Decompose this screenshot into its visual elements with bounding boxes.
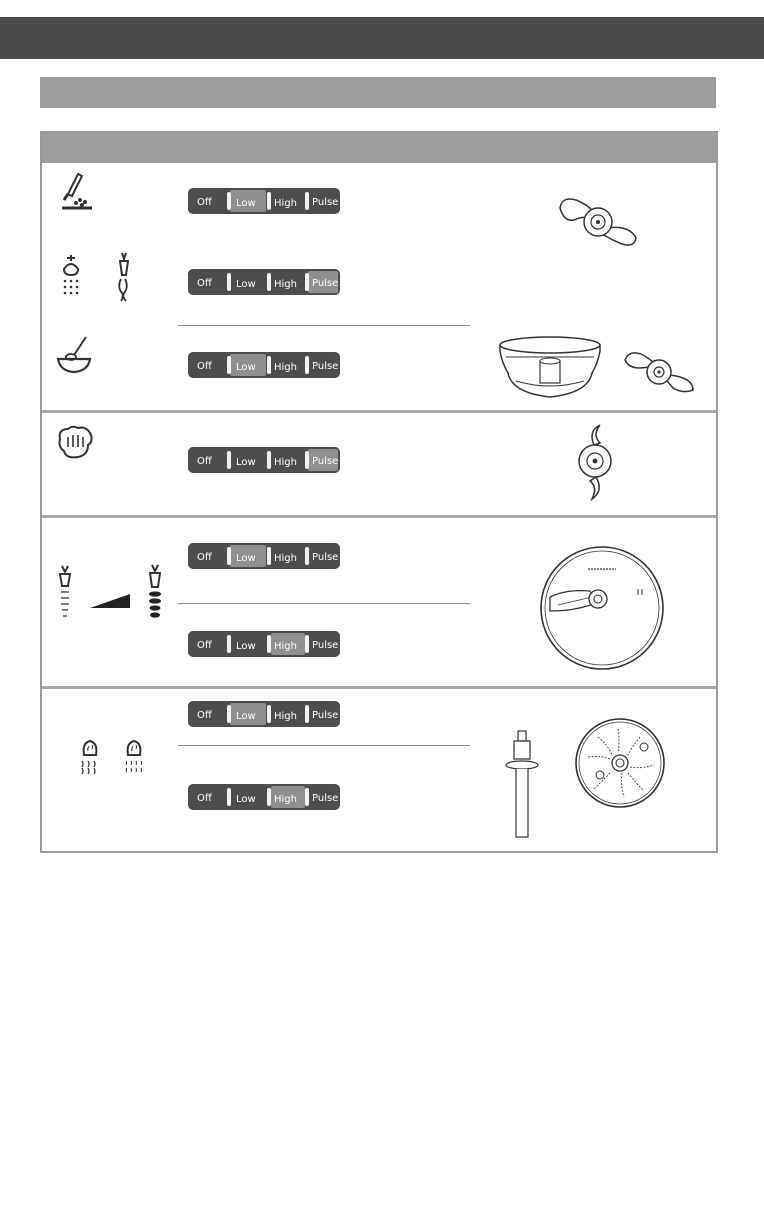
kneading-hand-icon bbox=[56, 425, 94, 461]
row-separator bbox=[42, 515, 716, 518]
speed-label-high: High bbox=[274, 362, 297, 373]
thick-slice-carrot-icon bbox=[144, 563, 166, 621]
page-header-bar bbox=[0, 17, 764, 59]
mini-blade bbox=[619, 346, 699, 396]
speed-label-low: Low bbox=[236, 457, 256, 468]
speed-label-off: Off bbox=[197, 710, 212, 721]
thin-slice-carrot-icon bbox=[54, 564, 76, 620]
speed-label-low: Low bbox=[236, 198, 256, 209]
speed-label-high: High bbox=[274, 198, 297, 209]
onion-mince-icon bbox=[56, 253, 86, 301]
speed-label-pulse: Pulse bbox=[312, 361, 339, 372]
speed-label-low: Low bbox=[236, 279, 256, 290]
mini-bowl bbox=[496, 333, 604, 407]
speed-label-pulse: Pulse bbox=[312, 793, 339, 804]
drive-adapter bbox=[504, 729, 540, 841]
speed-control-panel bbox=[187, 187, 341, 215]
thickness-wedge-icon bbox=[88, 592, 132, 610]
whisk-bowl-icon bbox=[56, 335, 92, 375]
speed-label-low: Low bbox=[236, 641, 256, 652]
speed-control-panel bbox=[187, 783, 341, 811]
speed-control-panel bbox=[187, 268, 341, 296]
row-divider bbox=[178, 325, 470, 326]
processing-guide-table bbox=[40, 131, 718, 853]
section-title-bar bbox=[40, 77, 716, 108]
speed-label-high: High bbox=[274, 553, 297, 564]
speed-label-pulse: Pulse bbox=[312, 456, 339, 467]
speed-label-high: High bbox=[274, 457, 297, 468]
medium-shred-icon bbox=[122, 737, 146, 775]
reversible-shredding-disc bbox=[574, 717, 666, 809]
speed-label-pulse: Pulse bbox=[312, 552, 339, 563]
knife-chopping-icon bbox=[58, 170, 98, 212]
speed-label-high: High bbox=[274, 794, 297, 805]
row-separator bbox=[42, 686, 716, 689]
multipurpose-blade bbox=[552, 190, 642, 252]
speed-control-panel bbox=[187, 542, 341, 570]
speed-control-panel bbox=[187, 351, 341, 379]
row-divider bbox=[178, 603, 470, 604]
speed-control-panel bbox=[187, 446, 341, 474]
speed-label-off: Off bbox=[197, 552, 212, 563]
speed-label-pulse: Pulse bbox=[312, 710, 339, 721]
speed-label-pulse: Pulse bbox=[312, 640, 339, 651]
speed-label-low: Low bbox=[236, 553, 256, 564]
fine-shred-icon bbox=[78, 737, 102, 775]
row-separator bbox=[42, 410, 716, 413]
speed-label-low: Low bbox=[236, 362, 256, 373]
speed-label-off: Off bbox=[197, 361, 212, 372]
speed-label-off: Off bbox=[197, 197, 212, 208]
speed-label-pulse: Pulse bbox=[312, 197, 339, 208]
speed-label-off: Off bbox=[197, 278, 212, 289]
speed-label-high: High bbox=[274, 279, 297, 290]
carrot-puree-icon bbox=[112, 251, 136, 303]
speed-label-high: High bbox=[274, 641, 297, 652]
table-header-bar bbox=[42, 133, 716, 163]
row-divider bbox=[178, 745, 470, 746]
speed-control-panel bbox=[187, 700, 341, 728]
dough-blade bbox=[570, 421, 620, 503]
speed-label-pulse: Pulse bbox=[312, 278, 339, 289]
speed-label-off: Off bbox=[197, 793, 212, 804]
speed-label-off: Off bbox=[197, 640, 212, 651]
adjustable-slicing-disc bbox=[536, 545, 668, 671]
speed-label-off: Off bbox=[197, 456, 212, 467]
speed-label-low: Low bbox=[236, 794, 256, 805]
speed-label-high: High bbox=[274, 711, 297, 722]
speed-label-low: Low bbox=[236, 711, 256, 722]
speed-control-panel bbox=[187, 630, 341, 658]
